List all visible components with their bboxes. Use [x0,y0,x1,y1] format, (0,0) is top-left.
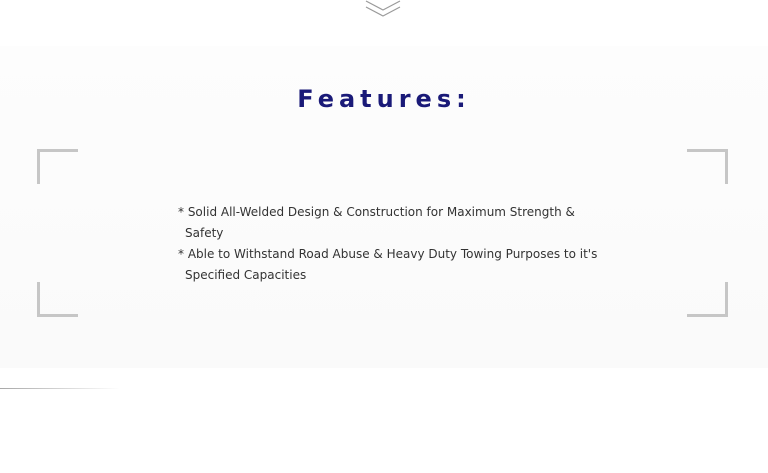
section-title: Features: [297,85,471,113]
feature-item: * Solid All-Welded Design & Construction for Maximum Strength & Safety [178,205,575,240]
corner-bracket-bottom-right [687,282,728,317]
top-band [0,0,768,46]
corner-bracket-top-left [37,149,78,184]
corner-bracket-bottom-left [37,282,78,317]
feature-item: * Able to Withstand Road Abuse & Heavy Duty Towing Purposes to it's Specified Capacities [178,247,598,282]
double-chevron-down-icon[interactable] [365,0,401,20]
features-list [178,202,598,286]
divider-line [0,388,120,389]
corner-bracket-top-right [687,149,728,184]
